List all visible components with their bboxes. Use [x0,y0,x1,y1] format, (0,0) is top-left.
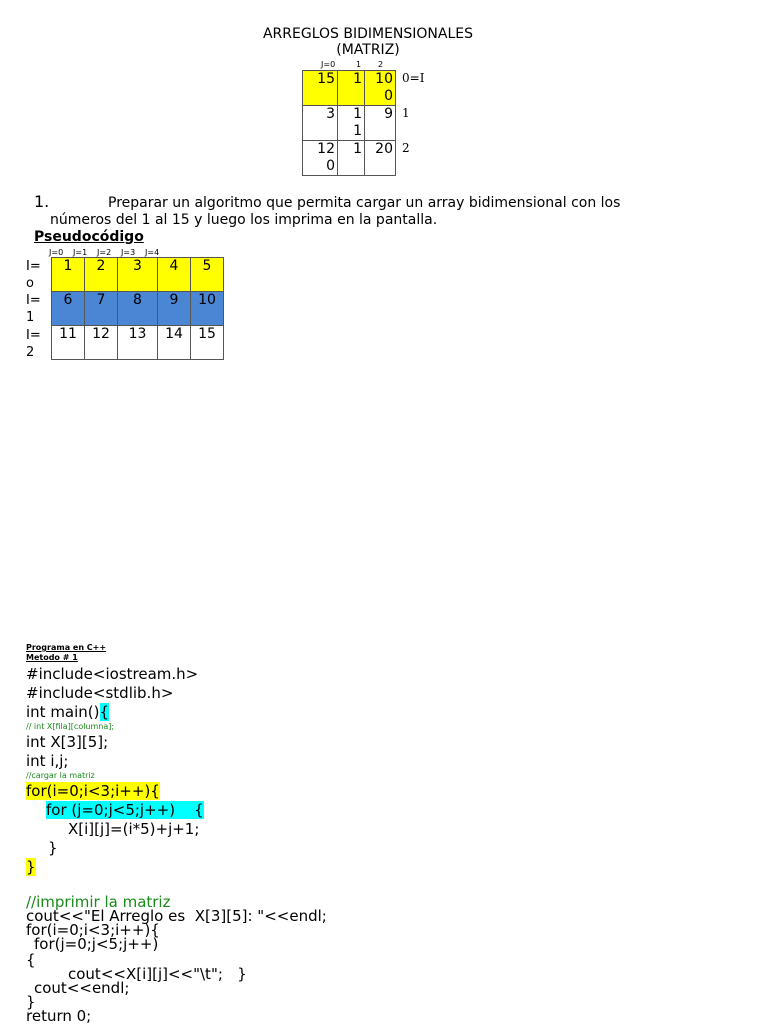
col-label-0: J=0 [321,60,336,69]
code-line: cout<<endl; [34,979,130,997]
matrix-cell: 10 0 [365,71,396,106]
pc-col-label-2: J=2 [97,248,112,257]
program-method: Metodo # 1 [26,653,78,662]
code-line: cout<<X[i][j]<<"\t"; } [68,965,247,983]
pc-col-label-0: J=0 [49,248,64,257]
exercise-text-line2: números del 1 al 15 y luego los imprima en la pantalla. [50,212,438,228]
code-line: int X[3][5]; [26,733,109,751]
matrix-cell: 14 [158,326,191,360]
code-comment: //imprimir la matriz [26,893,171,911]
matrix-cell: 8 [118,292,158,326]
matrix-cell: 6 [52,292,85,326]
matrix-cell: 12 [85,326,118,360]
code-line: { [26,951,36,969]
code-line: for(j=0;j<5;j++) [34,935,159,953]
code-highlight: } [26,858,36,876]
code-line [46,801,204,819]
matrix-cell: 9 [158,292,191,326]
page-title: ARREGLOS BIDIMENSIONALES [262,26,474,42]
code-line: #include<stdlib.h> [26,684,174,702]
matrix-cell: 15 [303,71,338,106]
matrix-cell: 4 [158,258,191,292]
code-line [26,782,160,800]
code-line: #include<iostream.h> [26,665,199,683]
matrix-cell: 1 [338,71,365,106]
matrix-cell: 11 [52,326,85,360]
matrix-cell: 1 1 [338,106,365,141]
page-subtitle: (MATRIZ) [336,42,400,58]
matrix-cell: 1 [52,258,85,292]
code-highlight: for(i=0;i<3;i++){ [26,782,160,800]
exercise-text-line1: Preparar un algoritmo que permita cargar un array bidimensional con los [108,195,621,211]
col-label-2: 2 [378,60,384,69]
code-line: for(i=0;i<3;i++){ [26,921,160,939]
matrix-3x5 [51,257,224,360]
code-line: int i,j; [26,752,69,770]
code-comment: //cargar la matriz [26,771,95,780]
row-label-2: 2 [402,141,410,155]
code-line [26,703,109,721]
code-line [26,858,36,876]
matrix-3x3 [302,70,396,176]
row-label-0: 0=I [402,71,425,85]
code-line: } [26,993,36,1011]
matrix-cell: 3 [303,106,338,141]
row-label-1: 1 [402,106,410,120]
code-highlight: { [99,703,110,721]
matrix-cell: 10 [191,292,224,326]
matrix-cell: 9 [365,106,396,141]
code-comment: // int X[fila][columna]; [26,722,115,731]
pc-row-label-2: I= 2 [26,328,41,360]
matrix-cell: 13 [118,326,158,360]
code-line: X[i][j]=(i*5)+j+1; [68,820,200,838]
col-label-1: 1 [356,60,362,69]
code-line: cout<<"El Arreglo es X[3][5]: "<<endl; [26,907,327,925]
pc-row-label-1: I= 1 [26,293,41,325]
code-line: } [48,839,58,857]
pseudocode-heading: Pseudocódigo [34,229,144,245]
matrix-cell: 12 0 [303,141,338,176]
matrix-cell: 5 [191,258,224,292]
pc-row-label-0: I= o [26,259,41,291]
matrix-cell: 7 [85,292,118,326]
code-line: return 0; [26,1007,92,1025]
pc-col-label-3: J=3 [121,248,136,257]
matrix-cell: 15 [191,326,224,360]
matrix-cell: 2 [85,258,118,292]
matrix-cell: 1 [338,141,365,176]
code-highlight: for (j=0;j<5;j++) { [46,801,204,819]
matrix-cell: 20 [365,141,396,176]
code-text: int main() [26,703,100,721]
exercise-number: 1. [34,192,50,211]
pc-col-label-4: J=4 [145,248,160,257]
matrix-cell: 3 [118,258,158,292]
pc-col-label-1: J=1 [73,248,88,257]
program-heading: Programa en C++ [26,643,107,652]
